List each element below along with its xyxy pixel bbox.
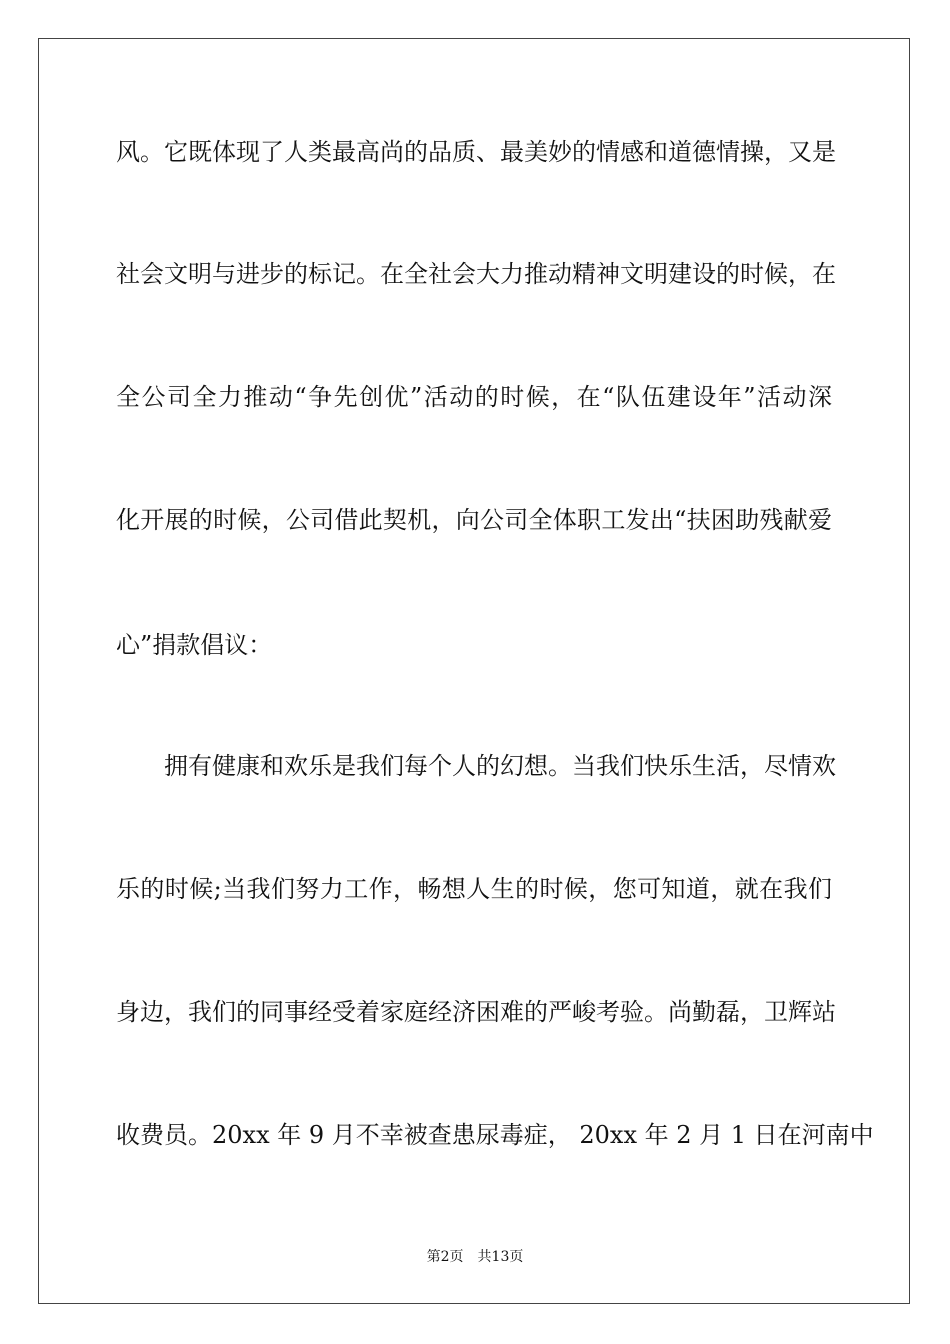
page-frame xyxy=(38,38,910,1304)
text-line: 全公司全力推动“争先创优”活动的时候，在“队伍建设年”活动深 xyxy=(116,383,832,411)
text-line: 心”捐款倡议： xyxy=(116,631,273,659)
text-line: 化开展的时候，公司借此契机，向公司全体职工发出“扶困助残献爱 xyxy=(116,506,832,534)
text-line: 乐的时候;当我们努力工作，畅想人生的时候，您可知道，就在我们 xyxy=(116,875,832,903)
text-line: 身边，我们的同事经受着家庭经济困难的严峻考验。尚勤磊，卫辉站 xyxy=(116,998,836,1026)
page-footer xyxy=(0,1248,950,1266)
page-total: 共13页 xyxy=(477,1249,524,1265)
text-line: 风。它既体现了人类最高尚的品质、最美妙的情感和道德情操，又是 xyxy=(116,138,836,166)
text-line: 收费员。20xx 年 9 月不幸被查患尿毒症， 20xx 年 2 月 1 日在河南中 xyxy=(116,1121,874,1149)
paragraph-first-line: 拥有健康和欢乐是我们每个人的幻想。当我们快乐生活，尽情欢 xyxy=(164,752,836,780)
page-number: 第2页 xyxy=(426,1249,464,1265)
text-line: 社会文明与进步的标记。在全社会大力推动精神文明建设的时候，在 xyxy=(116,260,836,288)
